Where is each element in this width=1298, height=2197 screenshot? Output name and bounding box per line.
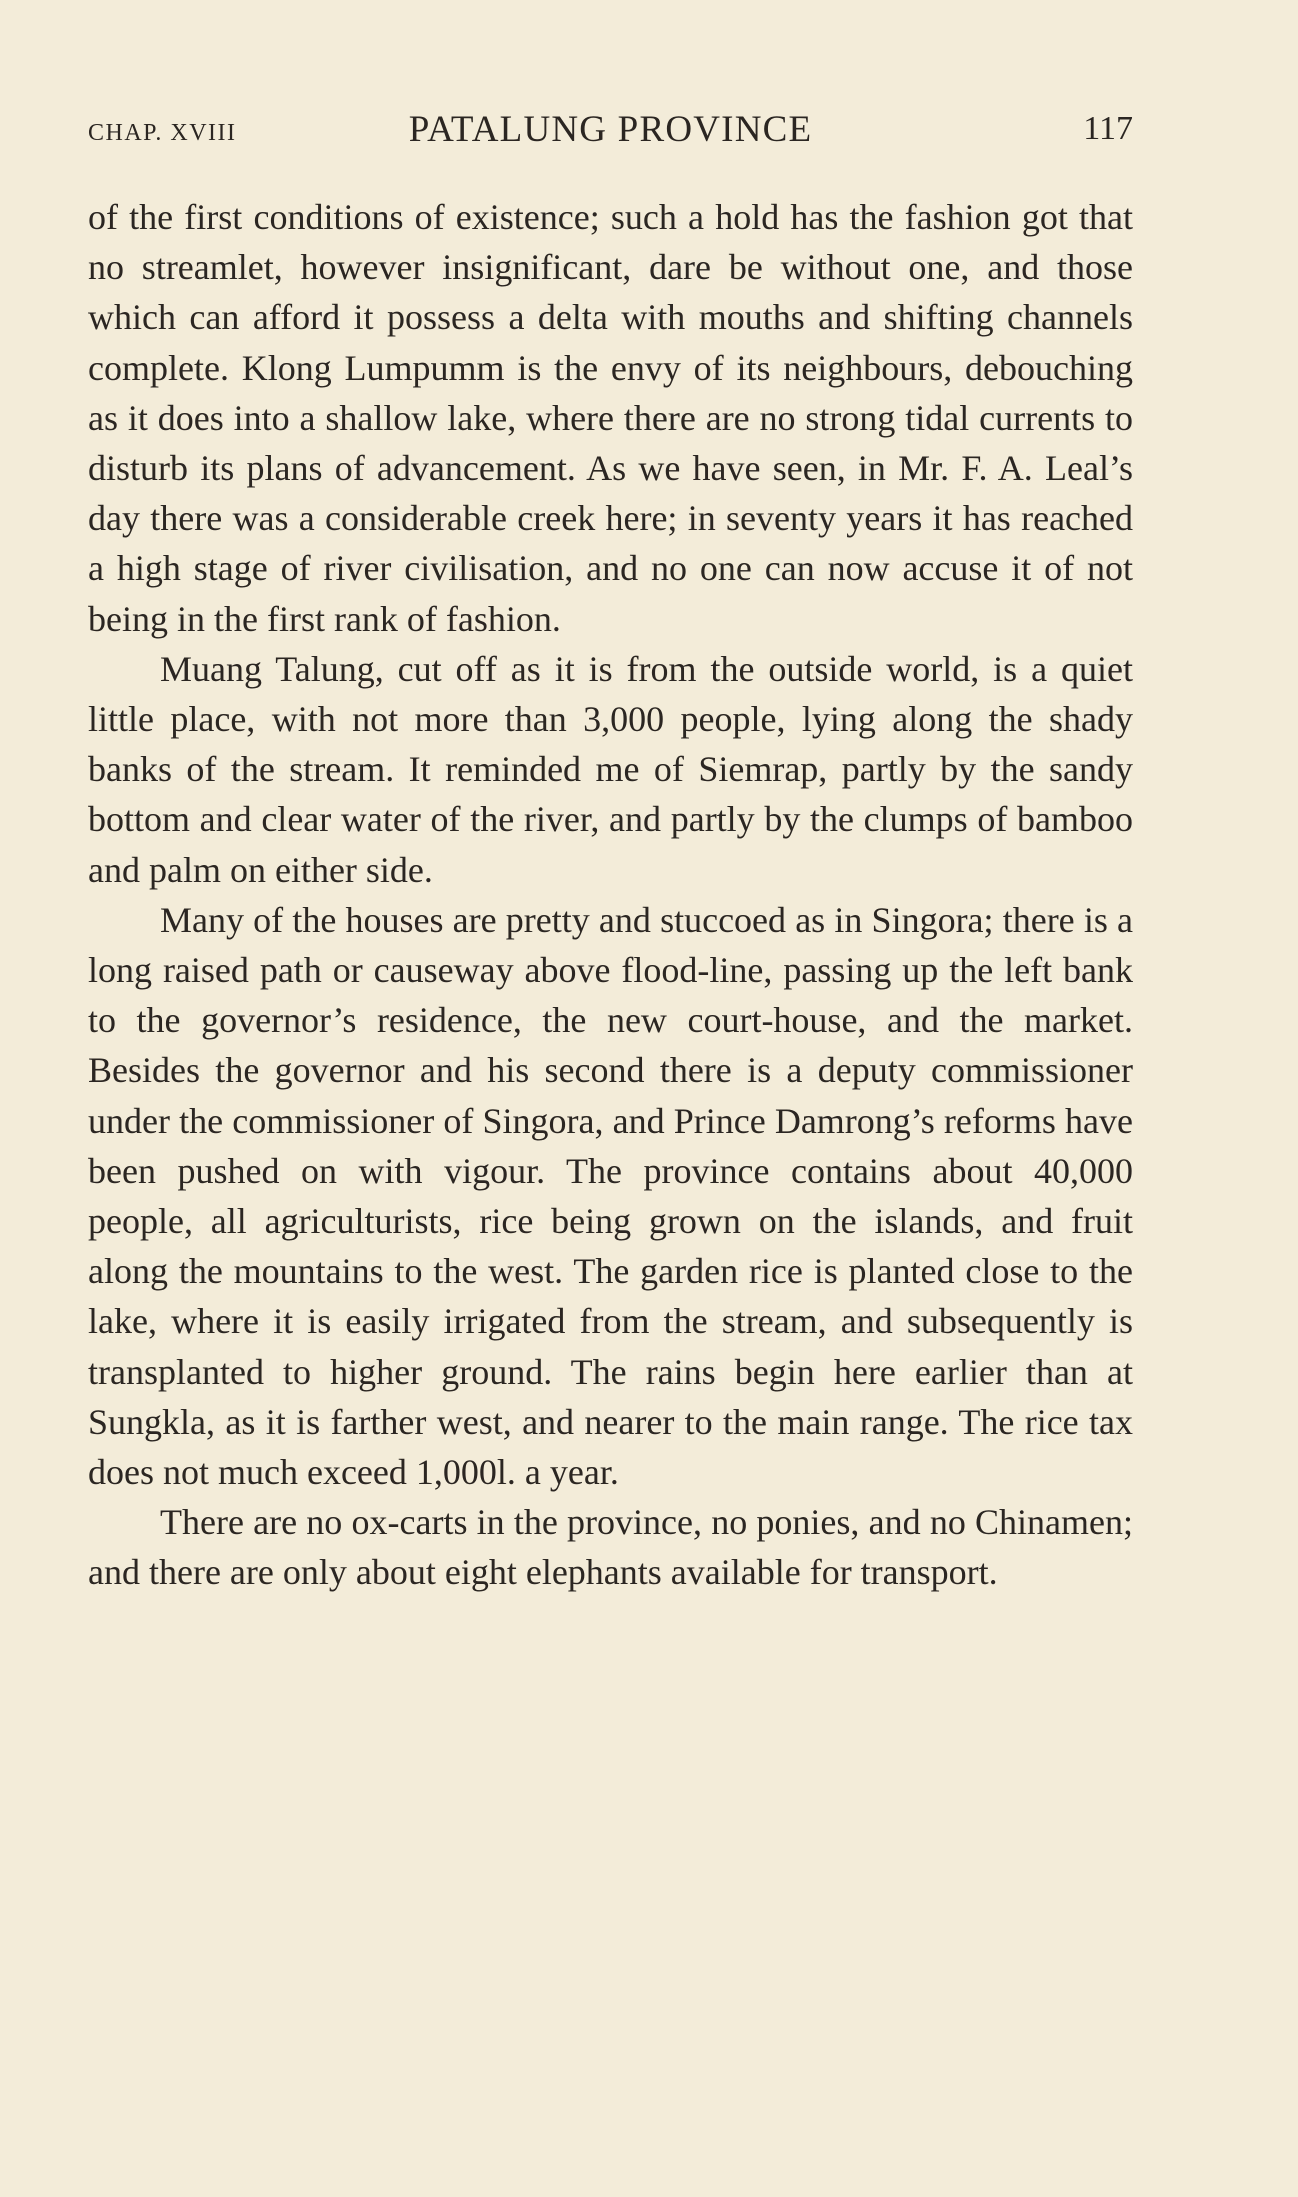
page-number: 117 — [1083, 110, 1133, 147]
paragraph-houses: Many of the houses are pretty and stuccoed as in Singora; there is a long raised path or causeway above flood-line, passing up the left bank to the governor’s residence, the new court-house, and the market. Besides the governor and his second there is a deputy commissioner under the commissioner of Singora, and Prince Damrong’s reforms have been pushed on with vigour. The province contains about 40,000 people, all agriculturists, rice being grown on the islands, and fruit along the mountains to the west. The garden rice is planted close to the lake, where it is easily irrigated from the stream, and subsequently is transplanted to higher ground. The rains begin here earlier than at Sungkla, as it is farther west, and nearer to the main range. The rice tax does not much exceed 1,000l. a year. — [88, 899, 1133, 1493]
page-title: PATALUNG PROVINCE — [408, 109, 813, 150]
paragraph-transport: There are no ox-carts in the province, no ponies, and no Chinamen; and there are only about eight elephants available for transport. — [88, 1502, 1133, 1593]
chapter-label: CHAP. XVIII — [88, 120, 237, 146]
paragraph-continued: of the first conditions of existence; such a hold has the fashion got that no streamlet, however insignificant, dare be without one, and those which can afford it possess a delta with mouths and shifting channels complete. Klong Lumpumm is the envy of its neighbours, debouching as it does into a shallow lake, where there are no strong tidal currents to disturb its plans of advancement. As we have seen, in Mr. F. A. Leal’s day there was a considerable creek here; in seventy years it has reached a high stage of river civilisation, and no one can now accuse it of not being in the first rank of fashion. — [88, 197, 1133, 639]
paragraph-muang-talung: Muang Talung, cut off as it is from the outside world, is a quiet little place, with not more than 3,000 people, lying along the shady banks of the stream. It reminded me of Siemrap, partly by the sandy bottom and clear water of the river, and partly by the clumps of bamboo and palm on either side. — [88, 648, 1133, 890]
running-head — [88, 108, 1133, 158]
body-text — [88, 192, 1133, 1598]
